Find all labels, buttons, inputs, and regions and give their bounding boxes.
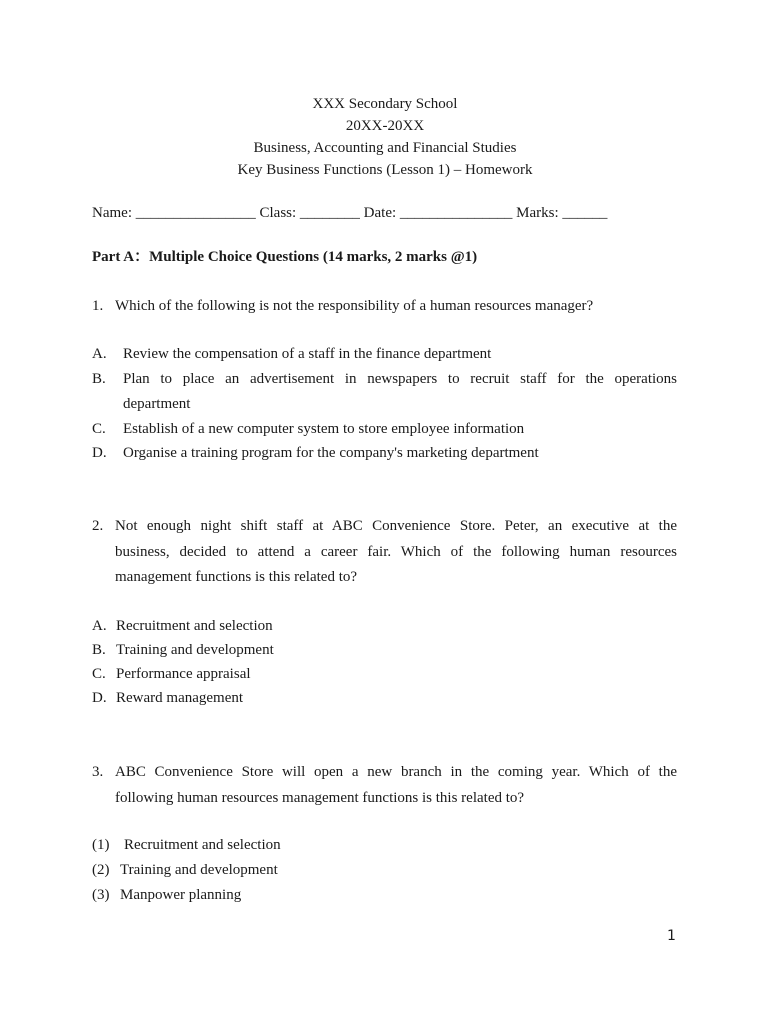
q1-option-b-label: B. — [92, 371, 106, 387]
q2-option-d-label: D. — [92, 690, 107, 706]
q1-number: 1. — [92, 298, 104, 314]
q2-text-line-3: management functions is this related to? — [115, 569, 358, 585]
q3-text-line-2: following human resources management functions is this related to? — [115, 790, 525, 806]
q2-option-b: Training and development — [116, 642, 274, 658]
q2-option-c-label: C. — [92, 666, 106, 682]
q1-option-b: Plan to place an advertisement in newspapers to recruit staff for the operations — [123, 371, 677, 387]
q3-item-1-label: (1) — [92, 837, 110, 853]
q3-text-line-1: ABC Convenience Store will open a new branch in the coming year. Which of the — [115, 764, 677, 780]
subject-title: Business, Accounting and Financial Studies — [253, 140, 517, 156]
q3-item-3-label: (3) — [92, 887, 110, 903]
q3-item-2-label: (2) — [92, 862, 110, 878]
page-number: 1 — [667, 928, 676, 944]
q2-number: 2. — [92, 518, 104, 534]
q1-option-a: Review the compensation of a staff in the finance department — [123, 346, 492, 362]
q1-text: Which of the following is not the responsibility of a human resources manager? — [115, 298, 594, 314]
q2-text-line-1: Not enough night shift staff at ABC Convenience Store. Peter, an executive at the — [115, 518, 677, 534]
q1-option-b-continued: department — [123, 396, 191, 412]
q2-option-a: Recruitment and selection — [116, 618, 273, 634]
q2-text-line-2: business, decided to attend a career fair. Which of the following human resources — [115, 544, 677, 560]
q3-number: 3. — [92, 764, 104, 780]
q2-option-c: Performance appraisal — [116, 666, 251, 682]
q1-option-c-label: C. — [92, 421, 106, 437]
q1-option-c: Establish of a new computer system to store employee information — [123, 421, 525, 437]
academic-year: 20XX-20XX — [345, 118, 425, 134]
student-info-line: Name: ________________ Class: ________ Date: _______________ Marks: ______ — [92, 205, 608, 221]
q3-item-2: Training and development — [120, 862, 278, 878]
q2-option-a-label: A. — [92, 618, 107, 634]
q3-item-3: Manpower planning — [120, 887, 242, 903]
q1-option-d: Organise a training program for the company's marketing department — [123, 445, 539, 461]
lesson-title: Key Business Functions (Lesson 1) – Homework — [237, 162, 533, 178]
q1-option-a-label: A. — [92, 346, 107, 362]
q2-option-d: Reward management — [116, 690, 244, 706]
part-a-heading: Part A：Multiple Choice Questions (14 marks, 2 marks @1) — [92, 249, 478, 265]
q1-option-d-label: D. — [92, 445, 107, 461]
q3-item-1: Recruitment and selection — [124, 837, 281, 853]
q2-option-b-label: B. — [92, 642, 106, 658]
school-name: XXX Secondary School — [312, 96, 458, 112]
